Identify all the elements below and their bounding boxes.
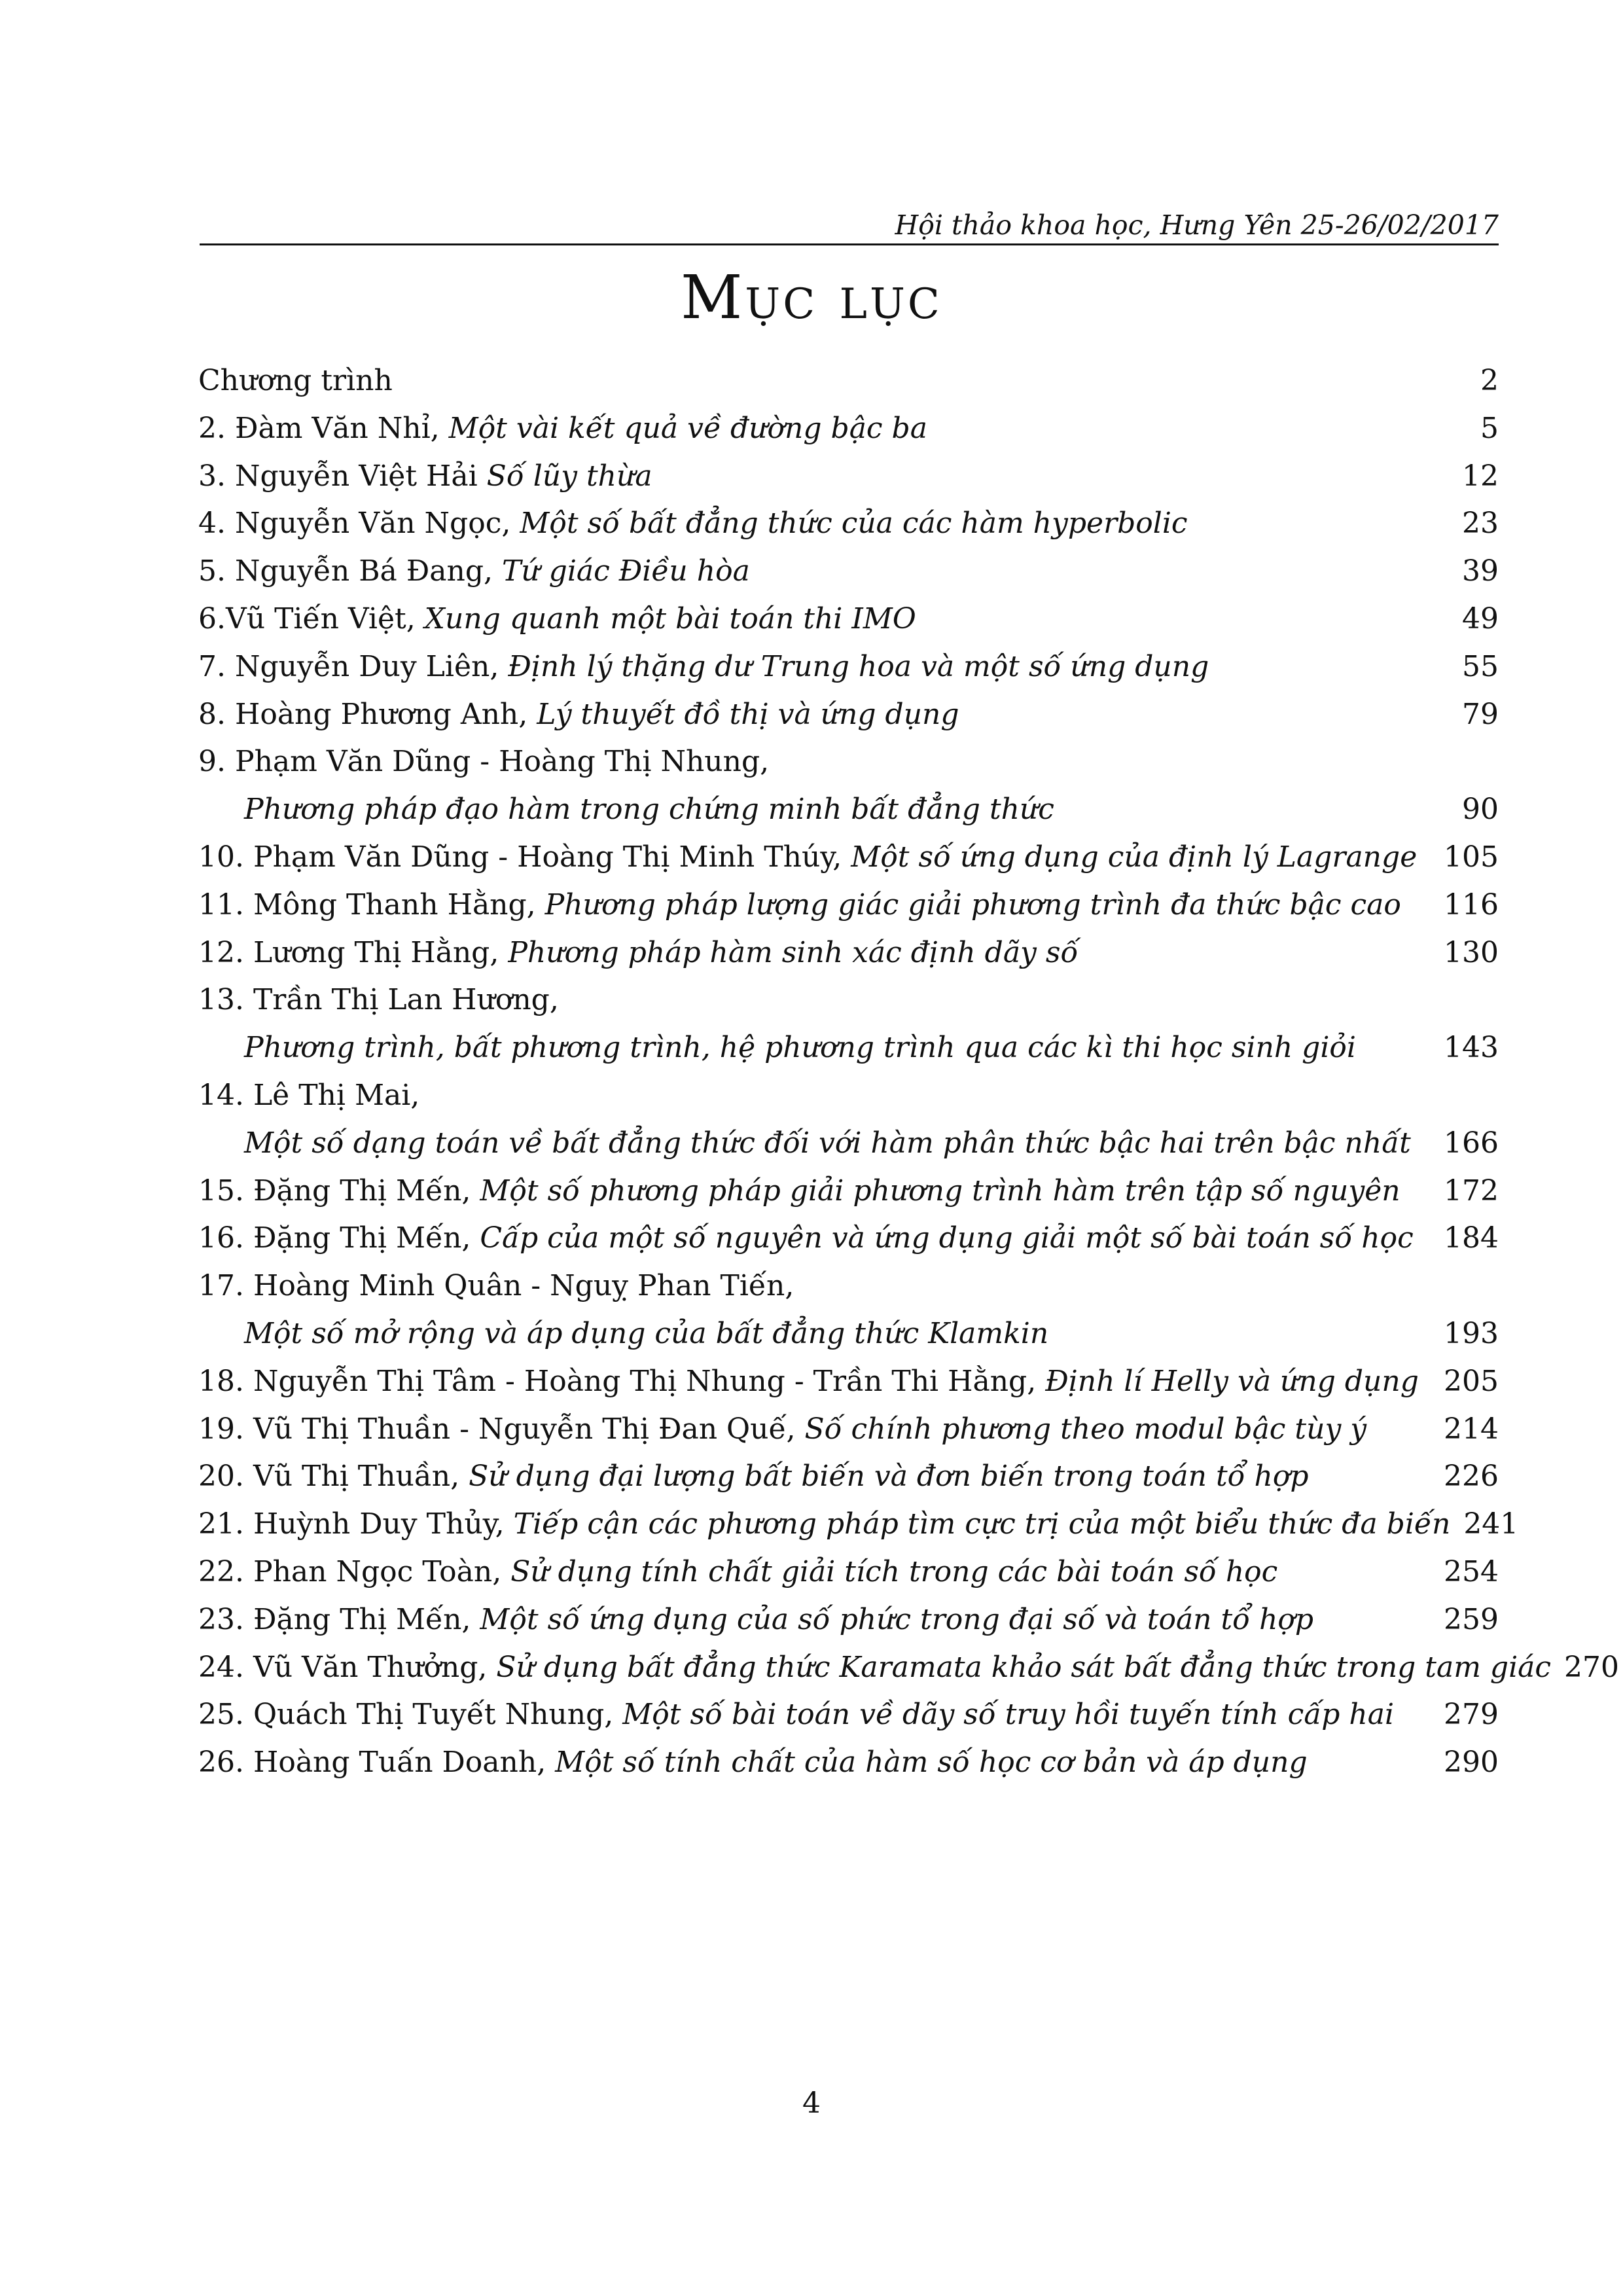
toc-entry-title: Một số ứng dụng của số phức trong đại số và toán tổ hợp xyxy=(480,1602,1314,1636)
toc-entry-label xyxy=(198,1358,1431,1405)
toc-entry-page: 12 xyxy=(1462,459,1499,493)
toc-entry xyxy=(198,1215,1499,1263)
toc-entry-label xyxy=(198,1215,1431,1262)
toc-entry xyxy=(198,500,1499,548)
toc-entry-page: 143 xyxy=(1444,1031,1499,1065)
toc-entry-author: 12. Lương Thị Hằng, xyxy=(198,935,508,969)
toc-entry-title: Một số bài toán về dãy số truy hồi tuyến tính cấp hai xyxy=(622,1698,1395,1732)
toc-entry-label xyxy=(198,405,1467,452)
toc-entry-author: 23. Đặng Thị Mến, xyxy=(198,1602,480,1636)
toc-entry-page: 5 xyxy=(1480,411,1499,445)
toc-entry xyxy=(198,1691,1499,1739)
toc-entry-page: 55 xyxy=(1462,649,1499,683)
toc-entry xyxy=(198,453,1499,501)
toc-entry-label xyxy=(198,786,1449,833)
toc-entry xyxy=(198,1644,1620,1692)
toc-entry-label xyxy=(198,357,1467,404)
toc-entry xyxy=(198,834,1499,882)
toc-entry-title: Phương pháp đạo hàm trong chứng minh bất đẳng thức xyxy=(244,793,1054,827)
toc-entry-title: Định lý thặng dư Trung hoa và một số ứng dụng xyxy=(508,649,1209,683)
toc-entry xyxy=(198,357,1499,405)
toc-entry-author: 15. Đặng Thị Mến, xyxy=(198,1174,480,1208)
toc-entry-title: Sử dụng tính chất giải tích trong các bài toán số học xyxy=(510,1554,1278,1588)
toc-entry xyxy=(198,1310,1499,1358)
toc-entry-label xyxy=(198,643,1449,691)
toc-entry-label xyxy=(198,1406,1431,1453)
toc-entry-author: 22. Phan Ngọc Toàn, xyxy=(198,1554,511,1588)
toc-entry-page: 90 xyxy=(1462,793,1499,827)
toc-entry xyxy=(198,1263,1499,1310)
toc-entry-label xyxy=(198,1453,1431,1500)
toc-entry-label xyxy=(198,1310,1431,1357)
running-head: Hội thảo khoa học, Hưng Yên 25-26/02/2017 xyxy=(895,209,1499,241)
toc-list xyxy=(198,357,1620,1787)
toc-entry-page: 105 xyxy=(1444,840,1499,874)
toc-entry xyxy=(198,596,1499,643)
toc-entry xyxy=(198,1549,1499,1596)
toc-entry xyxy=(198,1358,1499,1406)
toc-entry-page: 49 xyxy=(1462,601,1499,636)
toc-entry-author: 20. Vũ Thị Thuần, xyxy=(198,1460,469,1494)
toc-entry-label xyxy=(198,882,1431,929)
toc-entry-page: 193 xyxy=(1444,1316,1499,1350)
header-rule xyxy=(200,243,1499,245)
toc-entry-title: Cấp của một số nguyên và ứng dụng giải một số bài toán số học xyxy=(480,1221,1414,1255)
toc-entry xyxy=(198,1168,1499,1215)
toc-entry xyxy=(198,977,1499,1024)
toc-entry-label xyxy=(198,1120,1431,1167)
toc-entry-label xyxy=(198,977,1486,1024)
toc-entry xyxy=(198,1739,1499,1787)
toc-entry xyxy=(198,929,1499,977)
toc-entry-author: 3. Nguyễn Việt Hải xyxy=(198,459,487,493)
toc-entry-title: Phương trình, bất phương trình, hệ phương trình qua các kì thi học sinh giỏi xyxy=(244,1031,1356,1065)
toc-entry-page: 259 xyxy=(1444,1602,1499,1636)
toc-entry-title: Xung quanh một bài toán thi IMO xyxy=(424,601,916,636)
toc-entry-label xyxy=(198,1691,1431,1738)
toc-entry-author: 9. Phạm Văn Dũng - Hoàng Thị Nhung, xyxy=(198,745,770,779)
toc-entry-title: Một số mở rộng và áp dụng của bất đẳng thức Klamkin xyxy=(244,1316,1049,1350)
toc-entry-label xyxy=(198,1549,1431,1596)
toc-entry-title: Lý thuyết đồ thị và ứng dụng xyxy=(537,697,959,731)
toc-entry xyxy=(198,1120,1499,1168)
toc-entry-title: Một số ứng dụng của định lý Lagrange xyxy=(851,840,1418,874)
toc-entry xyxy=(198,691,1499,739)
toc-entry xyxy=(198,1501,1519,1549)
page-number: 4 xyxy=(802,2087,821,2120)
toc-entry-title: Định lí Helly và ứng dụng xyxy=(1045,1364,1419,1398)
toc-entry-author: 4. Nguyễn Văn Ngọc, xyxy=(198,507,520,541)
toc-entry-title: Sử dụng bất đẳng thức Karamata khảo sát bất đẳng thức trong tam giác xyxy=(496,1650,1552,1684)
toc-entry-page: 23 xyxy=(1462,507,1499,541)
toc-entry-author: Chương trình xyxy=(198,364,393,397)
toc-entry-label xyxy=(198,1168,1431,1215)
toc-entry-page: 270 xyxy=(1564,1650,1620,1684)
toc-entry-title: Một số bất đẳng thức của các hàm hyperbolic xyxy=(520,507,1188,541)
toc-entry-author: 13. Trần Thị Lan Hương, xyxy=(198,983,559,1017)
toc-entry-author: 5. Nguyễn Bá Đang, xyxy=(198,554,502,588)
toc-entry xyxy=(198,1072,1499,1120)
toc-entry-page: 226 xyxy=(1444,1460,1499,1494)
toc-entry-title: Một số phương pháp giải phương trình hàm trên tập số nguyên xyxy=(480,1174,1400,1208)
toc-entry-author: 19. Vũ Thị Thuần - Nguyễn Thị Đan Quế, xyxy=(198,1412,805,1446)
toc-entry-label xyxy=(198,834,1431,881)
toc-entry-label xyxy=(198,1739,1431,1786)
toc-entry-title: Tứ giác Điều hòa xyxy=(502,554,750,588)
toc-entry-label xyxy=(198,1072,1486,1119)
toc-entry-title: Phương pháp hàm sinh xác định dãy số xyxy=(508,935,1079,969)
toc-entry-page: 39 xyxy=(1462,554,1499,588)
toc-entry-author: 14. Lê Thị Mai, xyxy=(198,1078,420,1112)
toc-entry-page: 184 xyxy=(1444,1221,1499,1255)
toc-entry-label xyxy=(198,1263,1486,1310)
toc-entry xyxy=(198,405,1499,453)
toc-entry-label xyxy=(198,691,1449,738)
toc-entry-title: Phương pháp lượng giác giải phương trình đa thức bậc cao xyxy=(544,888,1401,922)
toc-entry-author: 18. Nguyễn Thị Tâm - Hoàng Thị Nhung - Trần Thi Hằng, xyxy=(198,1364,1046,1398)
toc-entry-title: Sử dụng đại lượng bất biến và đơn biến trong toán tổ hợp xyxy=(469,1460,1309,1494)
toc-entry-label xyxy=(198,929,1431,977)
toc-entry-label xyxy=(198,1644,1551,1691)
toc-entry xyxy=(198,786,1499,834)
toc-entry-label xyxy=(198,1501,1450,1548)
toc-entry-page: 205 xyxy=(1444,1364,1499,1398)
toc-entry-author: 8. Hoàng Phương Anh, xyxy=(198,697,537,731)
toc-entry xyxy=(198,548,1499,596)
toc-entry-page: 2 xyxy=(1480,364,1499,397)
toc-entry-page: 166 xyxy=(1444,1126,1499,1160)
toc-entry xyxy=(198,1406,1499,1454)
toc-entry-page: 79 xyxy=(1462,697,1499,731)
toc-entry-author: 24. Vũ Văn Thưởng, xyxy=(198,1650,497,1684)
toc-entry-title: Một số tính chất của hàm số học cơ bản và áp dụng xyxy=(555,1746,1308,1780)
toc-entry-title: Một vài kết quả về đường bậc ba xyxy=(448,411,927,445)
toc-entry-page: 279 xyxy=(1444,1698,1499,1732)
toc-entry-label xyxy=(198,1024,1431,1071)
toc-entry-title: Số chính phương theo modul bậc tùy ý xyxy=(804,1412,1367,1446)
toc-entry-page: 290 xyxy=(1444,1746,1499,1780)
toc-entry-author: 21. Huỳnh Duy Thủy, xyxy=(198,1507,514,1541)
toc-entry-title: Số lũy thừa xyxy=(486,459,652,493)
toc-entry-label xyxy=(198,596,1449,643)
toc-entry xyxy=(198,738,1499,786)
toc-title: Mục lục xyxy=(681,262,942,332)
toc-entry-author: 2. Đàm Văn Nhỉ, xyxy=(198,411,449,445)
toc-entry-author: 16. Đặng Thị Mến, xyxy=(198,1221,480,1255)
toc-entry xyxy=(198,1596,1499,1644)
toc-entry-page: 254 xyxy=(1444,1554,1499,1588)
toc-entry-label xyxy=(198,453,1449,500)
toc-entry-author: 17. Hoàng Minh Quân - Nguỵ Phan Tiến, xyxy=(198,1269,794,1303)
toc-entry-page: 241 xyxy=(1463,1507,1519,1541)
toc-entry-page: 116 xyxy=(1444,888,1499,922)
toc-entry-author: 25. Quách Thị Tuyết Nhung, xyxy=(198,1698,623,1732)
toc-entry-author: 7. Nguyễn Duy Liên, xyxy=(198,649,508,683)
toc-entry-author: 10. Phạm Văn Dũng - Hoàng Thị Minh Thúy, xyxy=(198,840,851,874)
toc-entry-page: 172 xyxy=(1444,1174,1499,1208)
toc-entry xyxy=(198,882,1499,929)
toc-entry-page: 130 xyxy=(1444,935,1499,969)
toc-entry-label xyxy=(198,1596,1431,1643)
toc-entry-title: Một số dạng toán về bất đẳng thức đối với hàm phân thức bậc hai trên bậc nhất xyxy=(244,1126,1411,1160)
toc-entry xyxy=(198,643,1499,691)
toc-entry-page: 214 xyxy=(1444,1412,1499,1446)
toc-entry xyxy=(198,1024,1499,1072)
toc-entry-author: 6.Vũ Tiến Việt, xyxy=(198,601,425,636)
toc-entry-label xyxy=(198,500,1449,547)
toc-entry-author: 11. Mông Thanh Hằng, xyxy=(198,888,545,922)
toc-entry-author: 26. Hoàng Tuấn Doanh, xyxy=(198,1746,556,1780)
toc-entry-label xyxy=(198,548,1449,595)
toc-entry-title: Tiếp cận các phương pháp tìm cực trị của một biểu thức đa biến xyxy=(513,1507,1451,1541)
toc-entry-label xyxy=(198,738,1486,785)
toc-entry xyxy=(198,1453,1499,1501)
